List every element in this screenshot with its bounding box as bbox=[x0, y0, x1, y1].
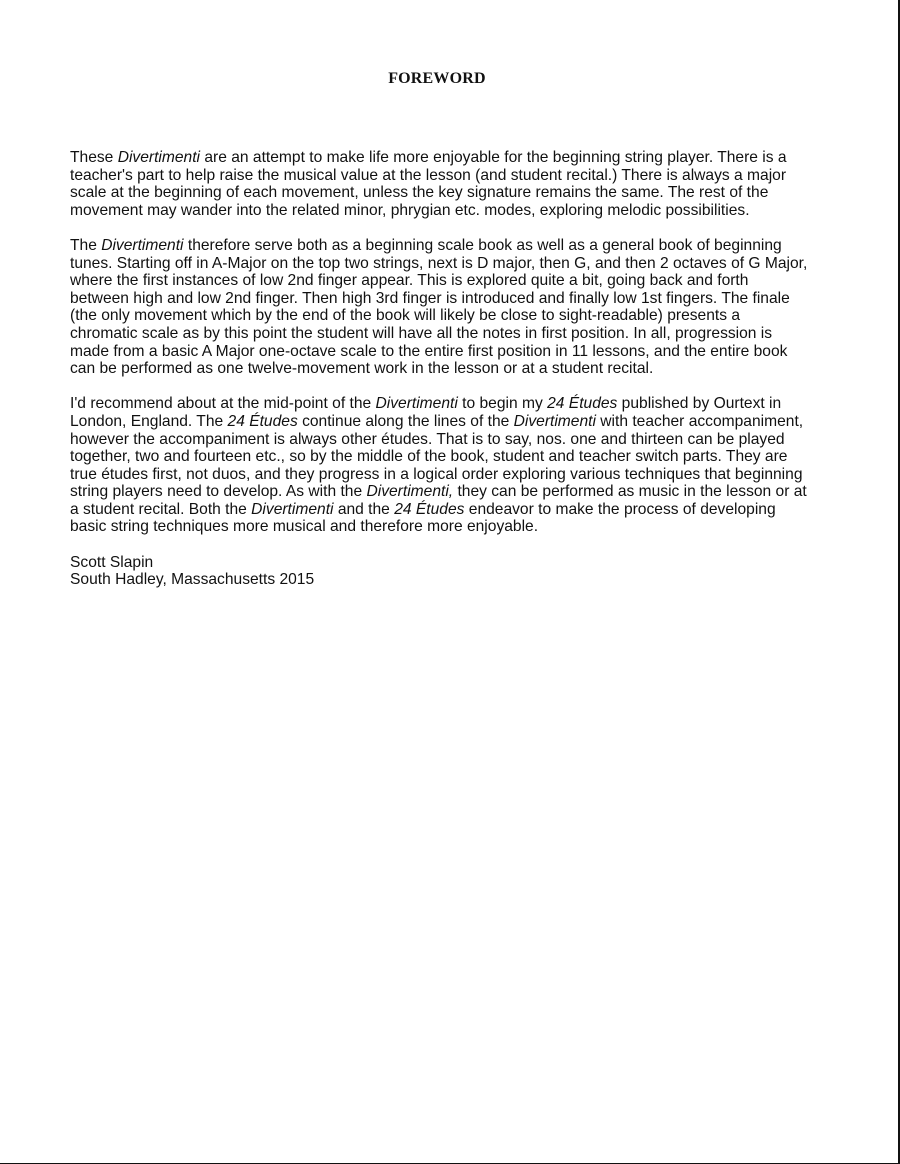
signature-place: South Hadley, Massachusetts 2015 bbox=[70, 571, 315, 589]
text-run: continue along the lines of the bbox=[297, 412, 514, 430]
text-run: are an attempt to make life more enjoyable for the beginning string player. There is a teacher's part to help raise the musical value at the lesson (and student recital.) There is always a major scale at the beginning of each movement, unless the key signature remains the same. The rest of the movement may wander into the related minor, phrygian etc. modes, exploring melodic possibilities. bbox=[70, 149, 787, 219]
italic-title-run: Divertimenti bbox=[117, 149, 201, 166]
italic-title-run: Divertimenti bbox=[375, 395, 458, 413]
text-run: and the bbox=[333, 500, 395, 518]
text-run: endeavor to make the process of developing basic string techniques more musical and therefore more enjoyable. bbox=[70, 500, 776, 536]
text-run: they can be performed as music in the lesson or at a student recital. Both the bbox=[70, 483, 807, 518]
paragraph-3 bbox=[70, 395, 810, 536]
text-run: therefore serve both as a beginning scale book as well as a general book of beginning tunes. Starting off in A-Major on the top two strings, next is D major, then G, and then 2 octaves of G Major, where the first instances of low 2nd finger appear. This is explored quite a bit, going back and forth between high and low 2nd finger. Then high 3rd finger is introduced and finally low 1st fingers. The finale (the only movement which by the end of the book will likely be close to sight-readable) presents a chromatic scale as by this point the student will have all the notes in first position. In all, progression is made from a basic A Major one-octave scale to the entire first position in 11 lessons, and the entire book can be performed as one twelve-movement work in the lesson or at a student recital. bbox=[70, 236, 808, 378]
text-run: The bbox=[70, 236, 102, 254]
italic-title-run: 24 Études bbox=[547, 395, 618, 413]
page-title: FOREWORD bbox=[388, 70, 486, 87]
paragraph-2 bbox=[70, 237, 810, 378]
italic-title-run: 24 Études bbox=[227, 412, 298, 430]
paragraph-1 bbox=[70, 149, 810, 219]
italic-title-run: Divertimenti bbox=[101, 236, 184, 254]
text-run: with teacher accompaniment, however the accompaniment is always other études. That is to say, nos. one and thirteen can be played together, two and fourteen etc., so by the middle of the book, student and teacher switch parts. They are true études first, not duos, and they progress in a logical order exploring various techniques that beginning string players need to develop. As with the bbox=[70, 412, 804, 501]
text-run: published by Ourtext in London, England. The bbox=[70, 395, 782, 430]
italic-title-run: Divertimenti bbox=[251, 500, 334, 518]
italic-title-run: Divertimenti bbox=[513, 412, 596, 430]
foreword-body bbox=[70, 149, 810, 589]
signature-name: Scott Slapin bbox=[70, 553, 154, 571]
text-run: These bbox=[70, 149, 118, 166]
text-run: to begin my bbox=[457, 395, 548, 413]
text-run: I'd recommend about at the mid-point of the bbox=[70, 395, 376, 413]
italic-title-run: Divertimenti, bbox=[366, 483, 454, 501]
italic-title-run: 24 Études bbox=[394, 500, 465, 518]
